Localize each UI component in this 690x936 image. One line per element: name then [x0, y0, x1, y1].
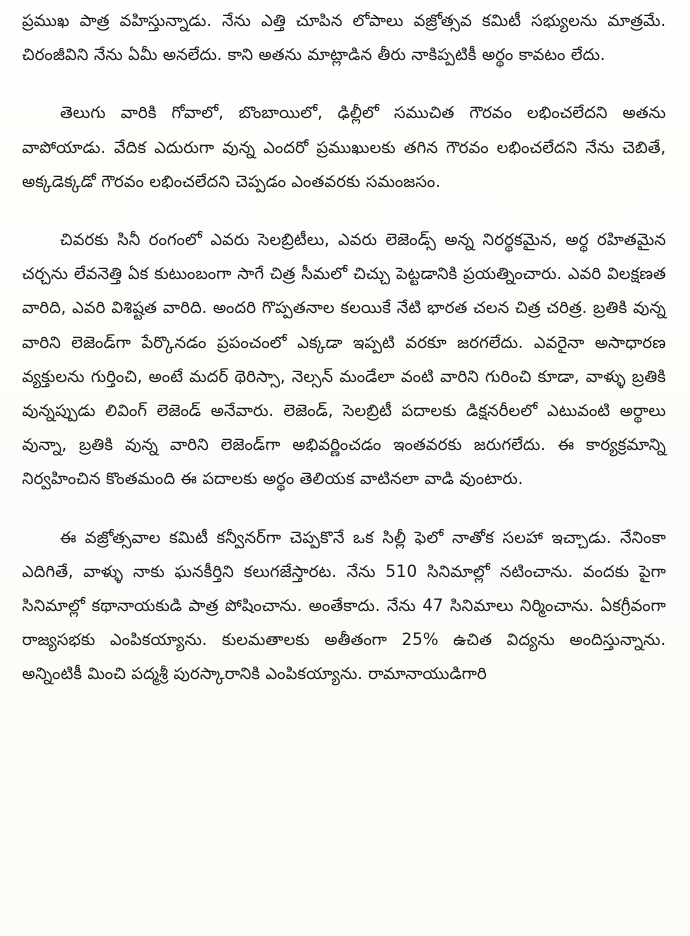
paragraph-3: చివరకు సినీ రంగంలో ఎవరు సెలబ్రిటీలు, ఎవరు లెజెండ్స్ అన్న నిరర్థకమైన, అర్థ రహితమైన చర్చను లేవనెత్తి ఏక కుటుంబంగా సాగే చిత్ర సీమలో చిచ్చు పెట్టడానికి ప్రయత్నించారు. ఎవరి విలక్షణత వారిది, ఎవరి విశిష్టత వారిది. అందరి గొప్పతనాల కలయికే నేటి భారత చలన చిత్ర చరిత్ర. బ్రతికి వున్న వారిని లెజెండ్‌గా పేర్కొనడం ప్రపంచంలో ఎక్కడా ఇప్పటి వరకూ జరగలేదు. ఎవరైనా అసాధారణ వ్యక్తులను గుర్తించి, అంటే మదర్ థెరిస్సా, నెల్సన్ మండేలా వంటి వారిని గురించి కూడా, వాళ్ళు బ్రతికి వున్నప్పుడు లివింగ్ లెజెండ్ అనేవారు. లెజెండ్, సెలబ్రిటీ పదాలకు డిక్షనరీలలో ఎటువంటి అర్థాలు వున్నా, బ్రతికి వున్న వారిని లెజెండ్‌గా అభివర్ణించడం ఇంతవరకు జరుగలేదు. ఈ కార్యక్రమాన్ని నిర్వహించిన కొంతమంది ఈ పదాలకు అర్థం తెలియక వాటినలా వాడి వుంటారు. — [22, 230, 666, 489]
paragraph-2: తెలుగు వారికి గోవాలో, బొంబాయిలో, ఢిల్లీలో సముచిత గౌరవం లభించలేదని అతను వాపోయాడు. వేదిక ఎదురుగా వున్న ఎందరో ప్రముఖులకు తగిన గౌరవం లభించలేదని నేను చెబితే, అక్కడెక్కడో గౌరవం లభించలేదని చెప్పడం ఎంతవరకు సమంజసం. — [22, 103, 666, 191]
paragraph-gap — [22, 199, 666, 223]
paragraph-gap — [22, 72, 666, 96]
paragraph-gap — [22, 497, 666, 521]
paragraph-1: ప్రముఖ పాత్ర వహిస్తున్నాడు. నేను ఎత్తి చూపిన లోపాలు వజ్రోత్సవ కమిటీ సభ్యులను మాత్రమే. చిరంజీవిని నేను ఏమీ అనలేదు. కాని అతను మాట్లాడిన తీరు నాకిప్పటికీ అర్థం కావటం లేదు. — [22, 11, 666, 65]
paragraph-4: ఈ వజ్రోత్సవాల కమిటీ కన్వీనర్‌గా చెప్పకొనే ఒక సిల్లీ ఫెలో నాతోక సలహా ఇచ్చాడు. నేనింకా ఎదిగితే, వాళ్ళు నాకు ఘనకీర్తిని కలుగజేస్తారట. నేను 510 సినిమాల్లో నటించాను. వందకు పైగా సినిమాల్లో కథానాయకుడి పాత్ర పోషించాను. అంతేకాదు. నేను 47 సినిమాలు నిర్మించాను. ఏకగ్రీవంగా రాజ్యసభకు ఎంపికయ్యాను. కులమతాలకు అతీతంగా 25% ఉచిత విద్యను అందిస్తున్నాను. అన్నింటికీ మించి పద్మశ్రీ పురస్కారానికి ఎంపికయ్యాను. రామానాయుడిగారి — [22, 527, 666, 684]
